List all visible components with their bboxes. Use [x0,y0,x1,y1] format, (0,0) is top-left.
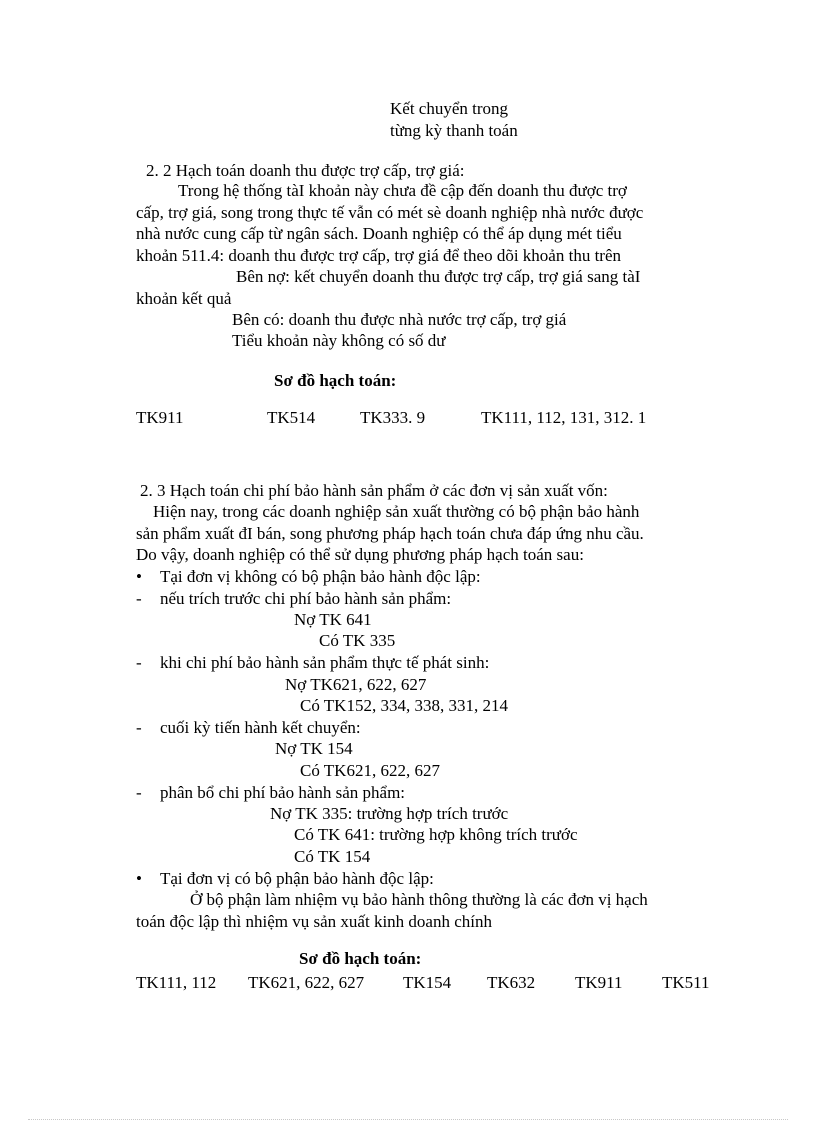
journal-credit: Có TK 641: trường hợp không trích trước [294,825,578,844]
account-label: TK911 [136,408,184,427]
section-2-3-para2-line: toán độc lập thì nhiệm vụ sản xuất kinh doanh chính [136,912,492,931]
section-2-3-para-line: Do vậy, doanh nghiệp có thể sử dụng phương pháp hạch toán sau: [136,545,584,564]
journal-debit: Nợ TK621, 622, 627 [285,675,427,694]
dash-item: nếu trích trước chi phí bảo hành sản phẩm: [160,589,452,608]
diagram-title: Sơ đồ hạch toán: [299,949,422,968]
account-label: TK154 [403,973,452,992]
account-label: TK632 [487,973,536,992]
journal-credit: Có TK 154 [294,847,371,866]
bullet-item: Tại đơn vị không có bộ phận bảo hành độc lập: [160,567,481,586]
bullet-icon: • [136,567,142,586]
account-label: TK621, 622, 627 [248,973,365,992]
dash-item: phân bổ chi phí bảo hành sản phẩm: [160,783,406,802]
debit-side-line-2: khoản kết quả [136,289,232,308]
journal-credit: Có TK 335 [319,631,396,650]
journal-debit: Nợ TK 335: trường hợp trích trước [270,804,509,823]
account-label: TK511 [662,973,710,992]
account-label: TK514 [267,408,316,427]
dash-item: khi chi phí bảo hành sản phẩm thực tế phát sinh: [160,653,490,672]
section-2-3-para-line: sản phẩm xuất đI bán, song phương pháp hạch toán chưa đáp ứng nhu cầu. [136,524,644,543]
section-2-2-para-line: khoản 511.4: doanh thu được trợ cấp, trợ giá để theo dõi khoản thu trên [136,246,621,265]
account-label: TK111, 112 [136,973,217,992]
account-label: TK911 [575,973,623,992]
header-line-1: Kết chuyển trong [390,99,509,118]
section-2-2-heading: 2. 2 Hạch toán doanh thu được trợ cấp, trợ giá: [146,161,465,180]
dash-item: cuối kỳ tiến hành kết chuyển: [160,718,361,737]
credit-side-line: Bên có: doanh thu được nhà nước trợ cấp, trợ giá [232,310,567,329]
dash-icon: - [136,718,142,737]
journal-debit: Nợ TK 154 [275,739,353,758]
dash-icon: - [136,783,142,802]
dash-icon: - [136,589,142,608]
journal-credit: Có TK621, 622, 627 [300,761,440,780]
dash-icon: - [136,653,142,672]
bullet-item: Tại đơn vị có bộ phận bảo hành độc lập: [160,869,434,888]
diagram-title: Sơ đồ hạch toán: [274,371,397,390]
sub-account-note: Tiểu khoản này không có số dư [232,331,446,350]
section-2-3-heading: 2. 3 Hạch toán chi phí bảo hành sản phẩm ở các đơn vị sản xuất vốn: [140,481,608,500]
section-2-2-para-line: Trong hệ thống tàI khoản này chưa đề cập đến doanh thu được trợ [178,181,627,200]
section-2-2-para-line: nhà nước cung cấp từ ngân sách. Doanh nghiệp có thể áp dụng mét tiểu [136,224,622,243]
page-bottom-divider [28,1119,788,1120]
debit-side-line-1: Bên nợ: kết chuyển doanh thu được trợ cấp, trợ giá sang tàI [236,267,641,286]
header-line-2: từng kỳ thanh toán [390,121,518,140]
journal-debit: Nợ TK 641 [294,610,372,629]
account-label: TK333. 9 [360,408,426,427]
section-2-3-para2-line: Ở bộ phận làm nhiệm vụ bảo hành thông thường là các đơn vị hạch [190,890,648,909]
journal-credit: Có TK152, 334, 338, 331, 214 [300,696,508,715]
section-2-2-para-line: cấp, trợ giá, song trong thực tế vẫn có mét sè doanh nghiệp nhà nước được [136,203,644,222]
account-label: TK111, 112, 131, 312. 1 [481,408,647,427]
section-2-3-para-line: Hiện nay, trong các doanh nghiệp sản xuất thường có bộ phận bảo hành [153,502,640,521]
bullet-icon: • [136,869,142,888]
